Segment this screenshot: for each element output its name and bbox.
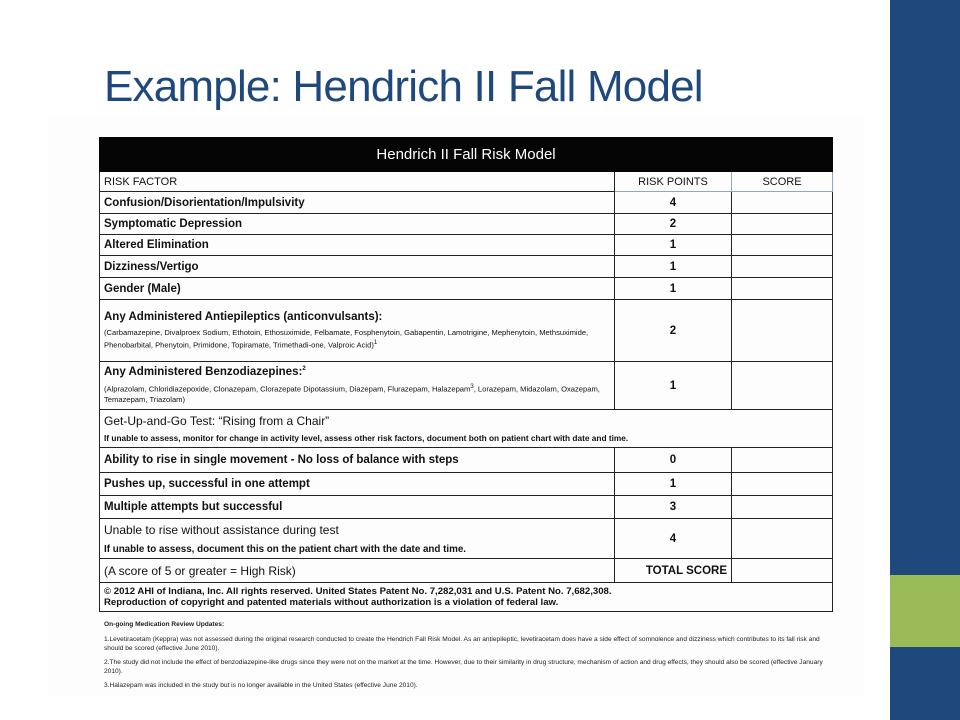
total-score-cell[interactable] (732, 559, 833, 583)
copyright-cell (100, 583, 833, 612)
getup-section-row (100, 410, 833, 448)
risk-points-cell: 1 (615, 235, 732, 256)
score-cell[interactable] (732, 256, 833, 278)
updates-heading: On-going Medication Review Updates: (104, 621, 225, 628)
antiepileptics-drug-list: (Carbamazepine, Divalproex Sodium, Ethotoin, Ethosuximide, Felbamate, Fosphenytoin, Gabapentin, Lamotrigine, Mephenytoin, Methsuximide, Phenobarbital, Phenytoin, Primidone, Topiramate, Trimethadi-one, Valproic Acid)$^1$ (104, 327, 589, 350)
risk-factor-cell: Confusion/Disorientation/Impulsivity (100, 192, 615, 214)
getup-title: Get-Up-and-Go Test: “Rising from a Chair” (104, 414, 330, 428)
risk-factor-cell: Altered Elimination (100, 235, 615, 256)
update-note: 2.The study did not include the effect of benzodiazepine-like drugs since they were not on the market at the time. However, due to their similarity in drug structure, mechanism of action and drug effects, they should also be scored (effective January 2010). (104, 659, 823, 675)
table-header-row (100, 172, 833, 192)
table-row (100, 519, 833, 559)
high-risk-threshold: (A score of 5 or greater = High Risk) (100, 559, 615, 583)
table-title: Hendrich II Fall Risk Model (100, 138, 833, 172)
score-cell[interactable] (732, 192, 833, 214)
risk-factor-cell: Symptomatic Depression (100, 214, 615, 235)
getup-instructions: If unable to assess, monitor for change in activity level, assess other risk factors, document both on patient chart with date and time. (104, 433, 629, 443)
risk-factor-cell: Multiple attempts but successful (100, 496, 615, 519)
table-row (100, 300, 833, 362)
update-note: 1.Levetiracetam (Keppra) was not assessed during the original research conducted to create the Hendrich Fall Risk Model. As an antiepileptic, levetiracetam does have a side effect of somnolence and dizziness which contributes to its fall risk and should be scored (effective June 2010). (104, 636, 820, 652)
risk-points-cell: 4 (615, 192, 732, 214)
risk-points-cell: 2 (615, 300, 732, 362)
table-row (100, 256, 833, 278)
risk-table (99, 137, 833, 612)
score-cell[interactable] (732, 362, 833, 410)
risk-factor-cell (100, 362, 615, 410)
score-cell[interactable] (732, 214, 833, 235)
risk-points-cell: 3 (615, 496, 732, 519)
risk-points-cell: 1 (615, 473, 732, 496)
risk-factor-cell: Dizziness/Vertigo (100, 256, 615, 278)
update-note: 3.Halazepam was included in the study but is no longer available in the United States (effective June 2010). (104, 682, 418, 689)
table-row (100, 278, 833, 300)
score-cell[interactable] (732, 519, 833, 559)
risk-points-cell: 2 (615, 214, 732, 235)
unable-to-rise-note: If unable to assess, document this on the patient chart with the date and time. (104, 543, 466, 555)
table-row (100, 235, 833, 256)
copyright-row (100, 583, 833, 612)
document-image (48, 117, 864, 697)
score-cell[interactable] (732, 496, 833, 519)
sidebar-accent-bottom (890, 647, 960, 720)
antiepileptics-label: Any Administered Antiepileptics (anticonvulsants): (104, 310, 383, 323)
table-row (100, 362, 833, 410)
table-row (100, 192, 833, 214)
total-row (100, 559, 833, 583)
getup-section-cell (100, 410, 833, 448)
score-cell[interactable] (732, 448, 833, 473)
risk-points-cell: 1 (615, 362, 732, 410)
risk-factor-cell: Gender (Male) (100, 278, 615, 300)
table-row (100, 214, 833, 235)
risk-factor-cell: Pushes up, successful in one attempt (100, 473, 615, 496)
risk-points-cell: 1 (615, 278, 732, 300)
risk-points-cell: 4 (615, 519, 732, 559)
score-cell[interactable] (732, 300, 833, 362)
medication-updates (104, 620, 834, 695)
risk-factor-cell: Ability to rise in single movement - No loss of balance with steps (100, 448, 615, 473)
table-row (100, 473, 833, 496)
score-cell[interactable] (732, 235, 833, 256)
total-score-label: TOTAL SCORE (615, 559, 732, 583)
table-row (100, 496, 833, 519)
benzodiazepines-drug-list: (Alprazolam, Chloridiazepoxide, Clonazepam, Clorazepate Dipotassium, Diazepam, Flurazepam, Halazepam$^3$, Lorazepam, Midazolam, Oxazepam, Temazepam, Triazolam) (104, 383, 600, 405)
sidebar-accent-middle (890, 575, 960, 647)
risk-points-cell: 1 (615, 256, 732, 278)
copyright-line-1: © 2012 AHI of Indiana, Inc. All rights reserved. United States Patent No. 7,282,031 and U.S. Patent No. 7,682,308. (104, 586, 612, 597)
score-cell[interactable] (732, 278, 833, 300)
risk-factor-cell (100, 300, 615, 362)
unable-to-rise-label: Unable to rise without assistance during test (104, 522, 339, 537)
slide-title: Example: Hendrich II Fall Model (104, 62, 703, 111)
header-risk-points: RISK POINTS (615, 172, 732, 192)
risk-points-cell: 0 (615, 448, 732, 473)
table-row (100, 448, 833, 473)
score-cell[interactable] (732, 473, 833, 496)
benzodiazepines-label: Any Administered Benzodiazepines:$^2$ (104, 365, 306, 378)
copyright-line-2: Reproduction of copyright and patented materials without authorization is a violation of federal law. (104, 597, 559, 608)
header-risk-factor: RISK FACTOR (100, 172, 615, 192)
header-score: SCORE (732, 172, 833, 192)
risk-factor-cell (100, 519, 615, 559)
sidebar-accent-top (890, 0, 960, 575)
